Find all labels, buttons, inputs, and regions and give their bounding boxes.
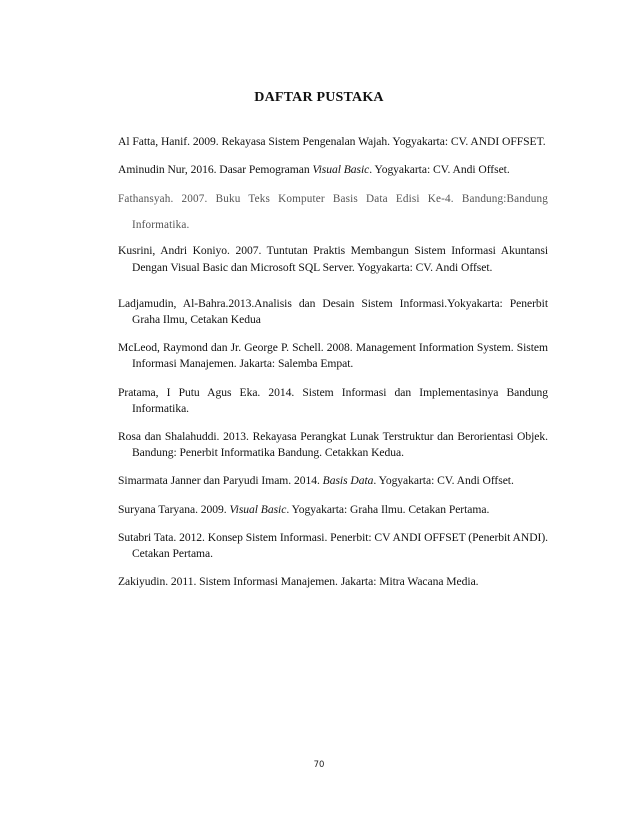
reference-item: Suryana Taryana. 2009. Visual Basic. Yogyakarta: Graha Ilmu. Cetakan Pertama. (118, 502, 490, 516)
reference-item: McLeod, Raymond dan Jr. George P. Schell. 2008. Management Information System. Sistem Informasi Manajemen. Jakarta: Salemba Empat. (118, 341, 548, 371)
reference-item: Zakiyudin. 2011. Sistem Informasi Manajemen. Jakarta: Mitra Wacana Media. (118, 575, 479, 589)
page-title: DAFTAR PUSTAKA (254, 90, 384, 105)
reference-list (118, 134, 548, 602)
reference-item: Rosa dan Shalahuddi. 2013. Rekayasa Perangkat Lunak Terstruktur dan Berorientasi Objek. Bandung: Penerbit Informatika Bandung. Cetakkan Kedua. (118, 430, 548, 460)
page-number: 70 (313, 760, 325, 770)
reference-item: Al Fatta, Hanif. 2009. Rekayasa Sistem Pengenalan Wajah. Yogyakarta: CV. ANDI OFFSET. (118, 135, 546, 148)
reference-item: Fathansyah. 2007. Buku Teks Komputer Basis Data Edisi Ke-4. Bandung:Bandung Informatika. (118, 193, 548, 232)
reference-item: Simarmata Janner dan Paryudi Imam. 2014. Basis Data. Yogyakarta: CV. Andi Offset. (118, 474, 514, 488)
reference-item: Sutabri Tata. 2012. Konsep Sistem Informasi. Penerbit: CV ANDI OFFSET (Penerbit ANDI). Cetakan Pertama. (118, 530, 548, 561)
reference-item: Kusrini, Andri Koniyo. 2007. Tuntutan Praktis Membangun Sistem Informasi Akuntansi Dengan Visual Basic dan Microsoft SQL Server. Yogyakarta: CV. Andi Offset. (118, 244, 548, 274)
reference-item: Aminudin Nur, 2016. Dasar Pemograman Visual Basic. Yogyakarta: CV. Andi Offset. (118, 163, 510, 177)
reference-item: Pratama, I Putu Agus Eka. 2014. Sistem Informasi dan Implementasinya Bandung Informatika. (118, 385, 548, 415)
reference-item: Ladjamudin, Al-Bahra.2013.Analisis dan Desain Sistem Informasi.Yokyakarta: Penerbit Graha Ilmu, Cetakan Kedua (118, 296, 548, 327)
